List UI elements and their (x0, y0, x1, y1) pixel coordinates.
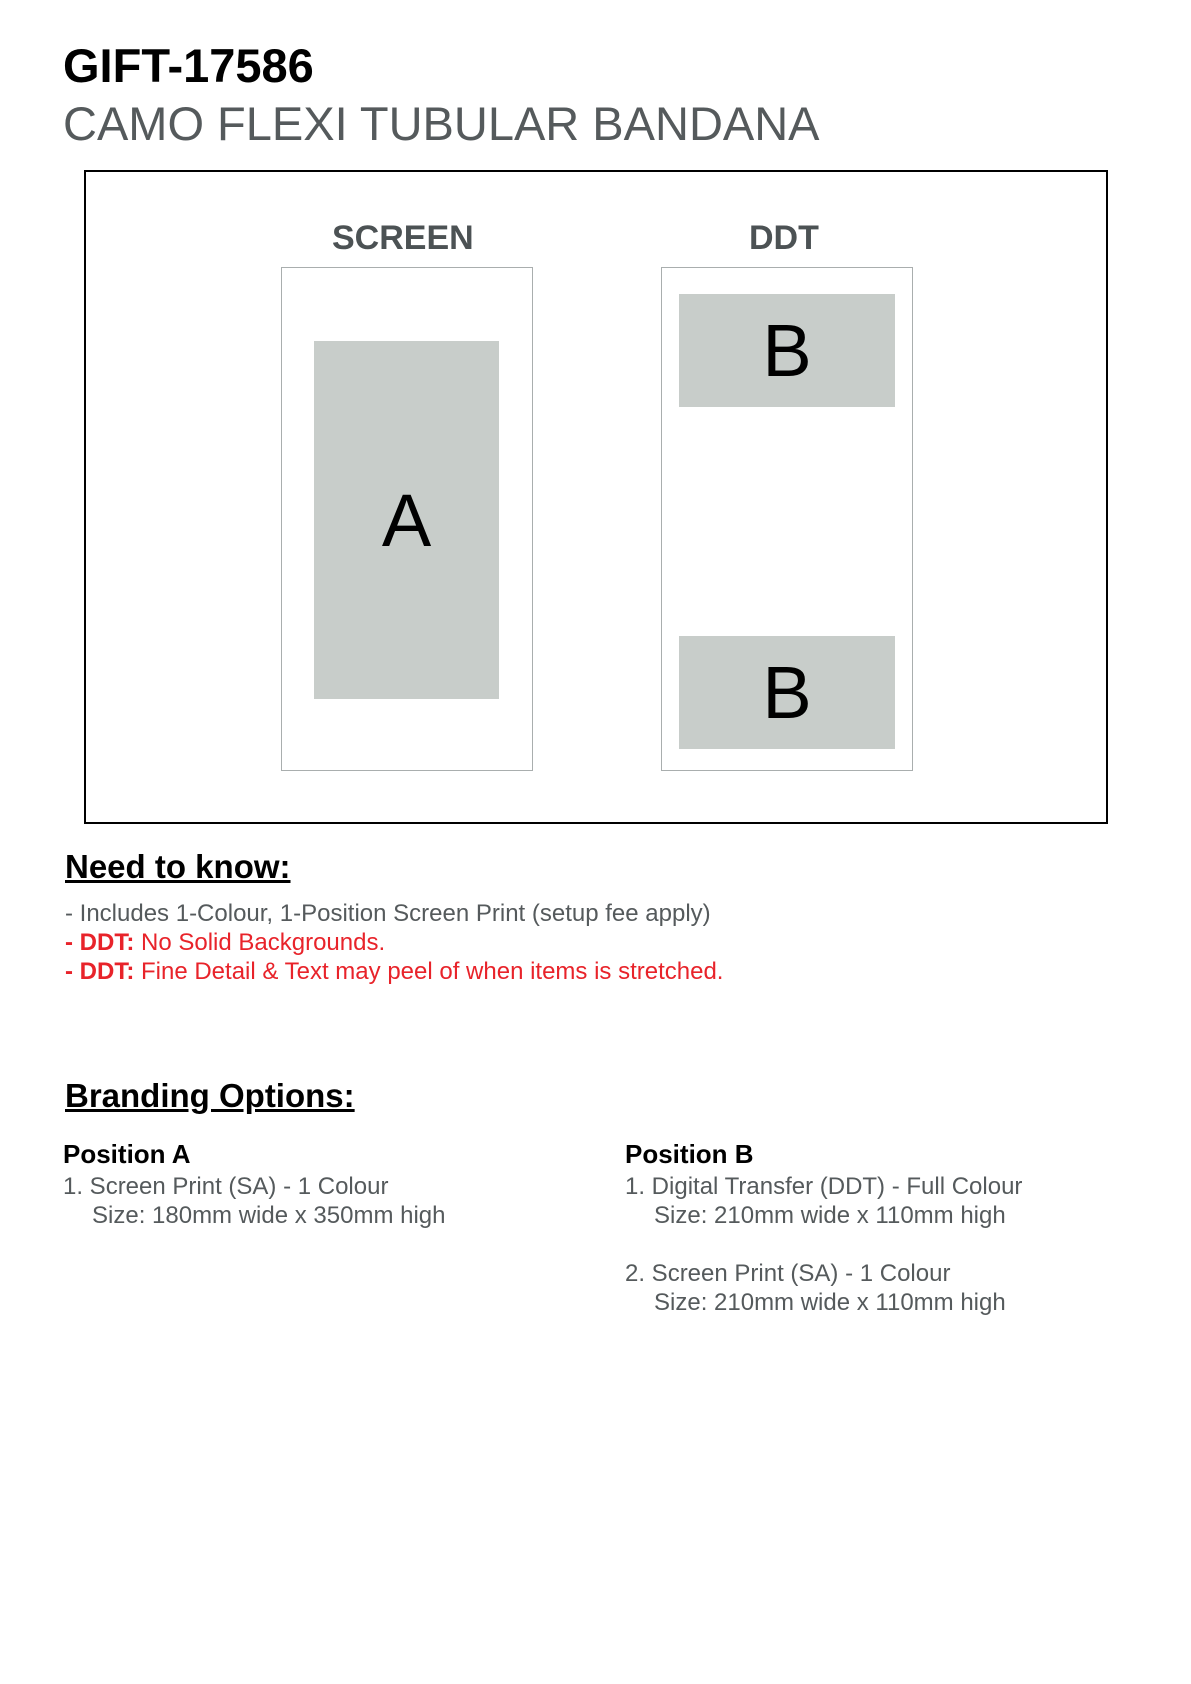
product-code: GIFT-17586 (63, 39, 314, 92)
option-line: 1. Screen Print (SA) - 1 Colour (63, 1173, 389, 1200)
product-name: CAMO FLEXI TUBULAR BANDANA (63, 97, 820, 150)
print-area-b-bottom: B (679, 636, 895, 749)
note-item (65, 960, 723, 984)
option-size: Size: 210mm wide x 110mm high (654, 1289, 1006, 1316)
note-text: Fine Detail & Text may peel of when items is stretched. (134, 958, 724, 985)
note-prefix: - DDT: (65, 929, 135, 956)
position-b-option (625, 1259, 1006, 1317)
option-size: Size: 180mm wide x 350mm high (92, 1202, 446, 1229)
note-prefix: - DDT: (65, 958, 135, 985)
ddt-label: DDT (749, 219, 819, 257)
position-b-option (625, 1172, 1022, 1230)
print-area-b-top: B (679, 294, 895, 407)
note-text: No Solid Backgrounds. (134, 929, 386, 956)
print-area-a: A (314, 341, 499, 699)
option-size: Size: 210mm wide x 110mm high (654, 1202, 1006, 1229)
option-line: 1. Digital Transfer (DDT) - Full Colour (625, 1173, 1023, 1200)
screen-label: SCREEN (332, 219, 474, 257)
branding-options-title: Branding Options: (65, 1077, 355, 1114)
position-b-title: Position B (625, 1139, 754, 1169)
position-a-option (63, 1172, 445, 1230)
note-item (65, 902, 711, 926)
note-item (65, 931, 385, 955)
note-text: - Includes 1-Colour, 1-Position Screen Print (setup fee apply) (65, 900, 711, 927)
diagram-frame (84, 170, 1108, 824)
option-line: 2. Screen Print (SA) - 1 Colour (625, 1260, 951, 1287)
position-a-title: Position A (63, 1139, 191, 1169)
need-to-know-title: Need to know: (65, 848, 291, 885)
